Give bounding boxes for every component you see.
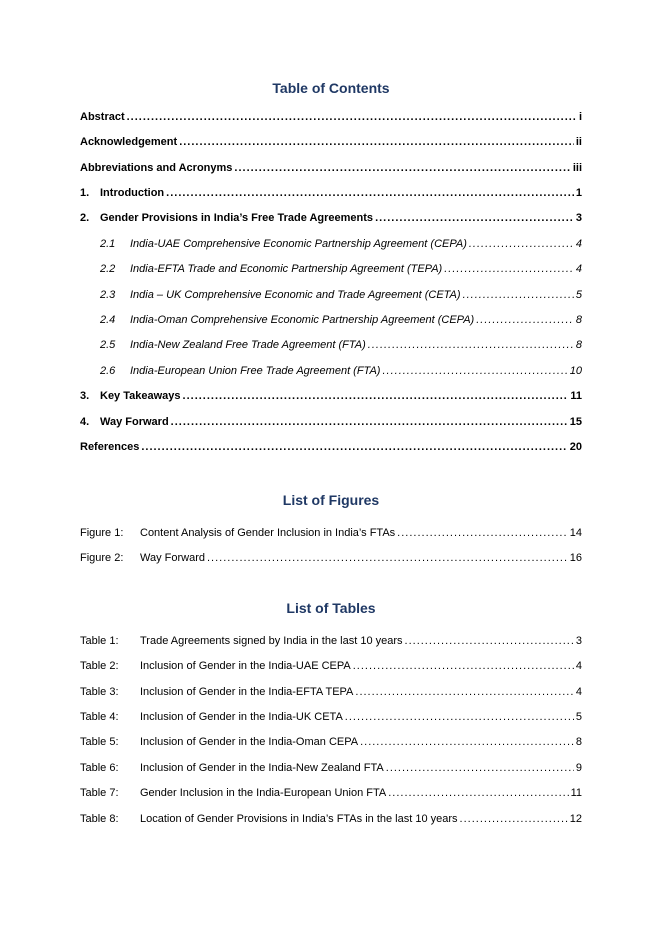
table-entry-4[interactable]	[80, 711, 582, 727]
toc-entry-text: Abbreviations and Acronyms	[80, 162, 233, 174]
table-label: Table 2:	[80, 660, 119, 672]
toc-entry-text: References	[80, 441, 140, 453]
toc-entry-references[interactable]	[80, 441, 582, 457]
table-label: Table 7:	[80, 787, 119, 799]
figure-page: 16	[569, 552, 582, 564]
toc-entry-number: 4.	[80, 416, 90, 428]
toc-entry-page: 8	[575, 339, 582, 351]
table-label: Table 8:	[80, 813, 119, 825]
table-label: Table 6:	[80, 762, 119, 774]
table-page: 3	[575, 635, 582, 647]
figure-text: Content Analysis of Gender Inclusion in India’s FTAs	[140, 527, 396, 539]
table-page: 11	[570, 787, 582, 799]
toc-entry-number: 2.3	[100, 289, 116, 301]
toc-subentry-new-zealand[interactable]	[100, 339, 582, 355]
table-label: Table 1:	[80, 635, 119, 647]
toc-entry-page: 4	[575, 238, 582, 250]
figure-page: 14	[569, 527, 582, 539]
toc-subentry-efta[interactable]	[100, 263, 582, 279]
toc-entry-text: Gender Provisions in India’s Free Trade Agreements	[100, 212, 374, 224]
toc-entry-text: Acknowledgement	[80, 136, 178, 148]
table-text: Inclusion of Gender in the India-UAE CEPA	[140, 660, 351, 672]
table-label: Table 5:	[80, 736, 119, 748]
figure-text: Way Forward	[140, 552, 205, 564]
toc-entry-number: 2.1	[100, 238, 116, 250]
table-text: Inclusion of Gender in the India-UK CETA	[140, 711, 343, 723]
toc-entry-text: India – UK Comprehensive Economic and Trade Agreement (CETA)	[130, 289, 461, 301]
toc-entry-number: 2.2	[100, 263, 116, 275]
toc-entry-number: 2.5	[100, 339, 116, 351]
figure-label: Figure 1:	[80, 527, 124, 539]
toc-entry-text: India-UAE Comprehensive Economic Partnership Agreement (CEPA)	[130, 238, 467, 250]
toc-entry-text: India-European Union Free Trade Agreement (FTA)	[130, 365, 381, 377]
table-entry-8[interactable]	[80, 813, 582, 829]
table-entry-5[interactable]	[80, 736, 582, 752]
table-page: 9	[575, 762, 582, 774]
toc-entry-page: 3	[575, 212, 582, 224]
toc-entry-page: 20	[569, 441, 582, 453]
figure-entry-1[interactable]	[80, 527, 582, 543]
table-text: Inclusion of Gender in the India-EFTA TEPA	[140, 686, 354, 698]
table-page: 4	[575, 660, 582, 672]
table-entry-2[interactable]	[80, 660, 582, 676]
tables-heading: List of Tables	[286, 600, 376, 616]
toc-entry-page: iii	[572, 162, 582, 174]
toc-entry-abstract[interactable]	[80, 111, 582, 127]
table-text: Location of Gender Provisions in India’s FTAs in the last 10 years	[140, 813, 458, 825]
table-page: 4	[575, 686, 582, 698]
toc-entry-page: ii	[575, 136, 582, 148]
table-text: Inclusion of Gender in the India-Oman CEPA	[140, 736, 359, 748]
toc-entry-text: India-Oman Comprehensive Economic Partnership Agreement (CEPA)	[130, 314, 475, 326]
toc-entry-page: 4	[575, 263, 582, 275]
toc-entry-gender-provisions[interactable]	[80, 212, 582, 228]
toc-entry-number: 1.	[80, 187, 90, 199]
toc-entry-number: 2.4	[100, 314, 116, 326]
toc-entry-abbreviations[interactable]	[80, 162, 582, 178]
toc-entry-number: 3.	[80, 390, 90, 402]
toc-entry-page: i	[578, 111, 582, 123]
toc-entry-page: 1	[575, 187, 582, 199]
table-label: Table 3:	[80, 686, 119, 698]
table-text: Trade Agreements signed by India in the last 10 years	[140, 635, 403, 647]
toc-heading: Table of Contents	[272, 80, 390, 96]
toc-entry-text: India-New Zealand Free Trade Agreement (FTA)	[130, 339, 366, 351]
toc-entry-text: Key Takeaways	[100, 390, 181, 402]
toc-entry-number: 2.	[80, 212, 90, 224]
toc-entry-page: 15	[569, 416, 582, 428]
figures-heading: List of Figures	[282, 492, 380, 508]
toc-entry-text: India-EFTA Trade and Economic Partnership Agreement (TEPA)	[130, 263, 443, 275]
figure-entry-2[interactable]	[80, 552, 582, 568]
table-text: Inclusion of Gender in the India-New Zealand FTA	[140, 762, 384, 774]
table-entry-3[interactable]	[80, 686, 582, 702]
table-page: 5	[575, 711, 582, 723]
table-entry-7[interactable]	[80, 787, 582, 803]
toc-entry-key-takeaways[interactable]	[80, 390, 582, 406]
toc-entry-page: 10	[569, 365, 582, 377]
table-entry-6[interactable]	[80, 762, 582, 778]
toc-entry-text: Introduction	[100, 187, 165, 199]
table-label: Table 4:	[80, 711, 119, 723]
toc-subentry-eu[interactable]	[100, 365, 582, 381]
table-page: 12	[569, 813, 582, 825]
table-page: 8	[575, 736, 582, 748]
toc-subentry-oman[interactable]	[100, 314, 582, 330]
toc-subentry-uae[interactable]	[100, 238, 582, 254]
table-entry-1[interactable]	[80, 635, 582, 651]
toc-entry-text: Abstract	[80, 111, 125, 123]
toc-entry-way-forward[interactable]	[80, 416, 582, 432]
figure-label: Figure 2:	[80, 552, 124, 564]
toc-entry-number: 2.6	[100, 365, 116, 377]
toc-subentry-uk[interactable]	[100, 289, 582, 305]
toc-entry-page: 5	[575, 289, 582, 301]
toc-entry-page: 11	[570, 390, 582, 402]
toc-entry-page: 8	[575, 314, 582, 326]
toc-entry-acknowledgement[interactable]	[80, 136, 582, 152]
table-text: Gender Inclusion in the India-European Union FTA	[140, 787, 387, 799]
toc-entry-introduction[interactable]	[80, 187, 582, 203]
toc-entry-text: Way Forward	[100, 416, 169, 428]
